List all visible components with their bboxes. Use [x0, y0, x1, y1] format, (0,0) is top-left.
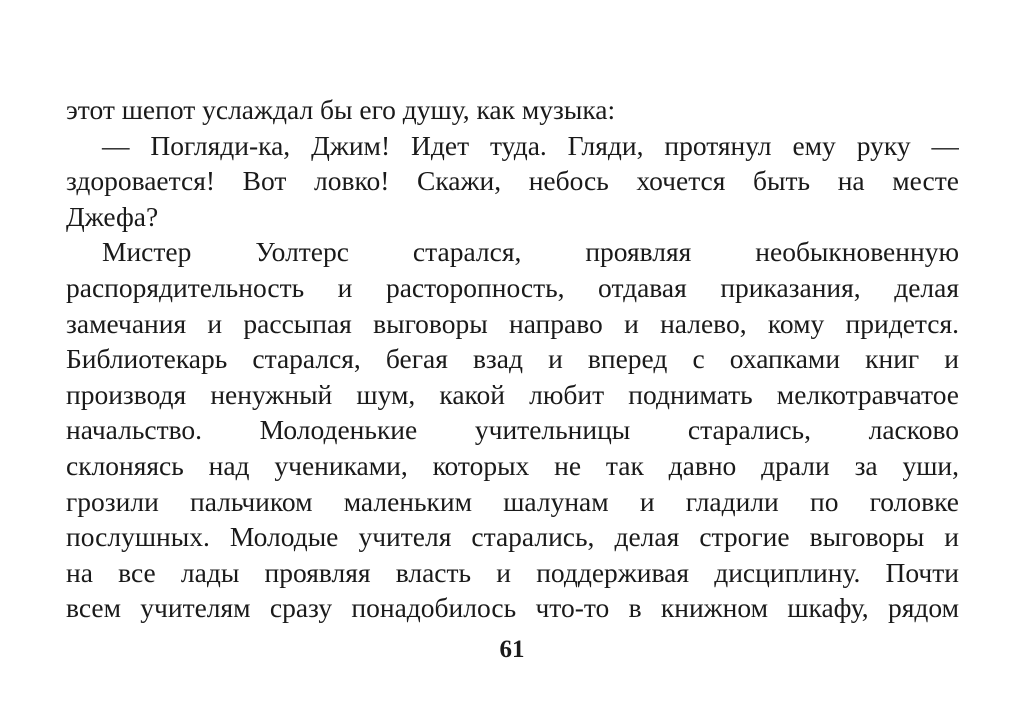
text-line: производя ненужный шум, какой любит поднимать мелкотравчатое — [66, 378, 959, 410]
page-number: 61 — [499, 636, 525, 663]
text-line: всем учителям сразу понадобилось что-то в книжном шкафу, рядом — [66, 592, 959, 624]
text-line: начальство. Молоденькие учительницы старались, ласково — [66, 414, 959, 446]
text-line: — Погляди-ка, Джим! Идет туда. Гляди, протянул ему руку — — [102, 129, 959, 161]
text-line: Джефа? — [66, 200, 159, 232]
body-text — [66, 92, 959, 626]
text-line: этот шепот услаждал бы его душу, как музыка: — [66, 94, 616, 125]
text-line: грозили пальчиком маленьким шалунам и гладили по головке — [66, 485, 959, 517]
text-line: послушных. Молодые учителя старались, делая строгие выговоры и — [66, 521, 959, 553]
text-line: Мистер Уолтерс старался, проявляя необыкновенную — [102, 236, 959, 268]
text-line: Библиотекарь старался, бегая взад и вперед с охапками книг и — [66, 343, 959, 375]
text-line: здоровается! Вот ловко! Скажи, небось хочется быть на месте — [66, 165, 959, 197]
text-line: склоняясь над учениками, которых не так давно драли за уши, — [66, 449, 959, 481]
text-line: на все лады проявляя власть и поддерживая дисциплину. Почти — [66, 556, 959, 588]
text-line: замечания и рассыпая выговоры направо и налево, кому придется. — [66, 307, 959, 339]
text-line: распорядительность и расторопность, отдавая приказания, делая — [66, 271, 959, 303]
